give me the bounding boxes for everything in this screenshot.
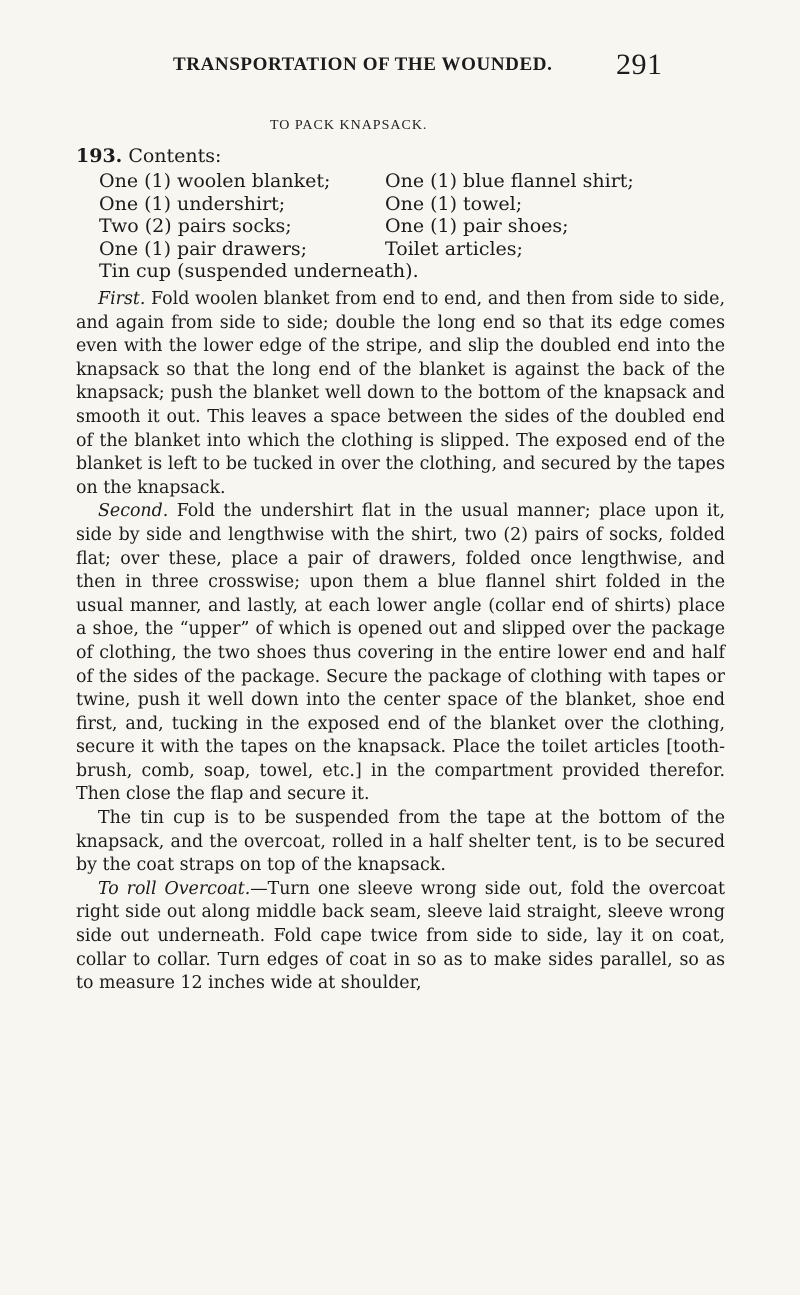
contents-list-right xyxy=(385,170,634,260)
paragraph-text: Fold woolen blanket from end to end, and then from side to side, and again from side to side; double the long end so that its edge comes even with the lower edge of the stripe, and slip the doubled end into the knapsack so that the long end of the blanket is against the back of the knapsack; push the blanket well down to the bottom of the knapsack and smooth it out. This leaves a space between the sides of the doubled end of the blanket into which the clothing is slipped. The exposed end of the blanket is left to be tucked in over the clothing, and secured by the tapes on the knapsack. xyxy=(76,289,725,498)
contents-item: One (1) towel; xyxy=(385,192,523,215)
contents-item: One (1) blue flannel shirt; xyxy=(385,170,634,192)
page-number: 291 xyxy=(616,48,663,81)
contents-item: One (1) pair shoes; xyxy=(385,215,569,237)
paragraph-lead: First. xyxy=(98,289,146,309)
contents-item: One (1) woolen blanket; xyxy=(99,170,331,192)
paragraph-overcoat xyxy=(76,878,725,996)
running-head: TRANSPORTATION OF THE WOUNDED. xyxy=(173,54,553,75)
paragraph-first xyxy=(76,288,725,500)
paragraph-tin-cup xyxy=(76,807,725,878)
paragraph-second xyxy=(76,500,725,807)
paragraph-text: —Turn one sleeve wrong side out, fold the overcoat right side out along middle back seam, sleeve laid straight, sleeve wrong side out underneath. Fold cape twice from side to side, lay it on coat, collar to collar. Turn edges of coat in so as to make sides parallel, so as to measure 12 inches wide at shoulder, xyxy=(76,878,725,994)
paragraph-lead: To roll Overcoat. xyxy=(98,878,251,899)
paragraph-lead: Second. xyxy=(98,501,169,522)
body-text xyxy=(76,288,725,996)
contents-item: One (1) undershirt; xyxy=(99,192,286,215)
section-number: 193. xyxy=(76,145,123,167)
contents-label: Contents: xyxy=(128,145,222,167)
contents-item: One (1) pair drawers; xyxy=(99,237,308,260)
paragraph-text: Fold the undershirt flat in the usual manner; place upon it, side by side and lengthwise with the shirt, two (2) pairs of socks, folded flat; over these, place a pair of drawers, folded once lengthwise, and then in three crosswise; upon them a blue flannel shirt folded in the usual manner, and lastly, at each lower angle (collar end of shirts) place a shoe, the “upper” of which is opened out and slipped over the package of clothing, the two shoes thus covering in the entire lower end and half of the sides of the package. Secure the package of clothing with tapes or twine, push it well down into the center space of the blanket, shoe end first, and, tucking in the exposed end of the blanket over the clothing, secure it with the tapes on the knapsack. Place the toilet articles [toothbrush, comb, soap, towel, etc.] in the compartment provided therefor. Then close the flap and secure it. xyxy=(76,501,725,805)
section-title: TO PACK KNAPSACK. xyxy=(270,118,428,133)
contents-item: Two (2) pairs socks; xyxy=(99,215,292,237)
contents-heading xyxy=(76,145,221,167)
contents-final-item: Tin cup (suspended underneath). xyxy=(99,260,419,282)
contents-item: Toilet articles; xyxy=(385,237,523,260)
paragraph-text: The tin cup is to be suspended from the tape at the bottom of the knapsack, and the overcoat, rolled in a half shelter tent, is to be secured by the coat straps on top of the knapsack. xyxy=(76,808,725,876)
contents-list-left xyxy=(99,170,330,260)
